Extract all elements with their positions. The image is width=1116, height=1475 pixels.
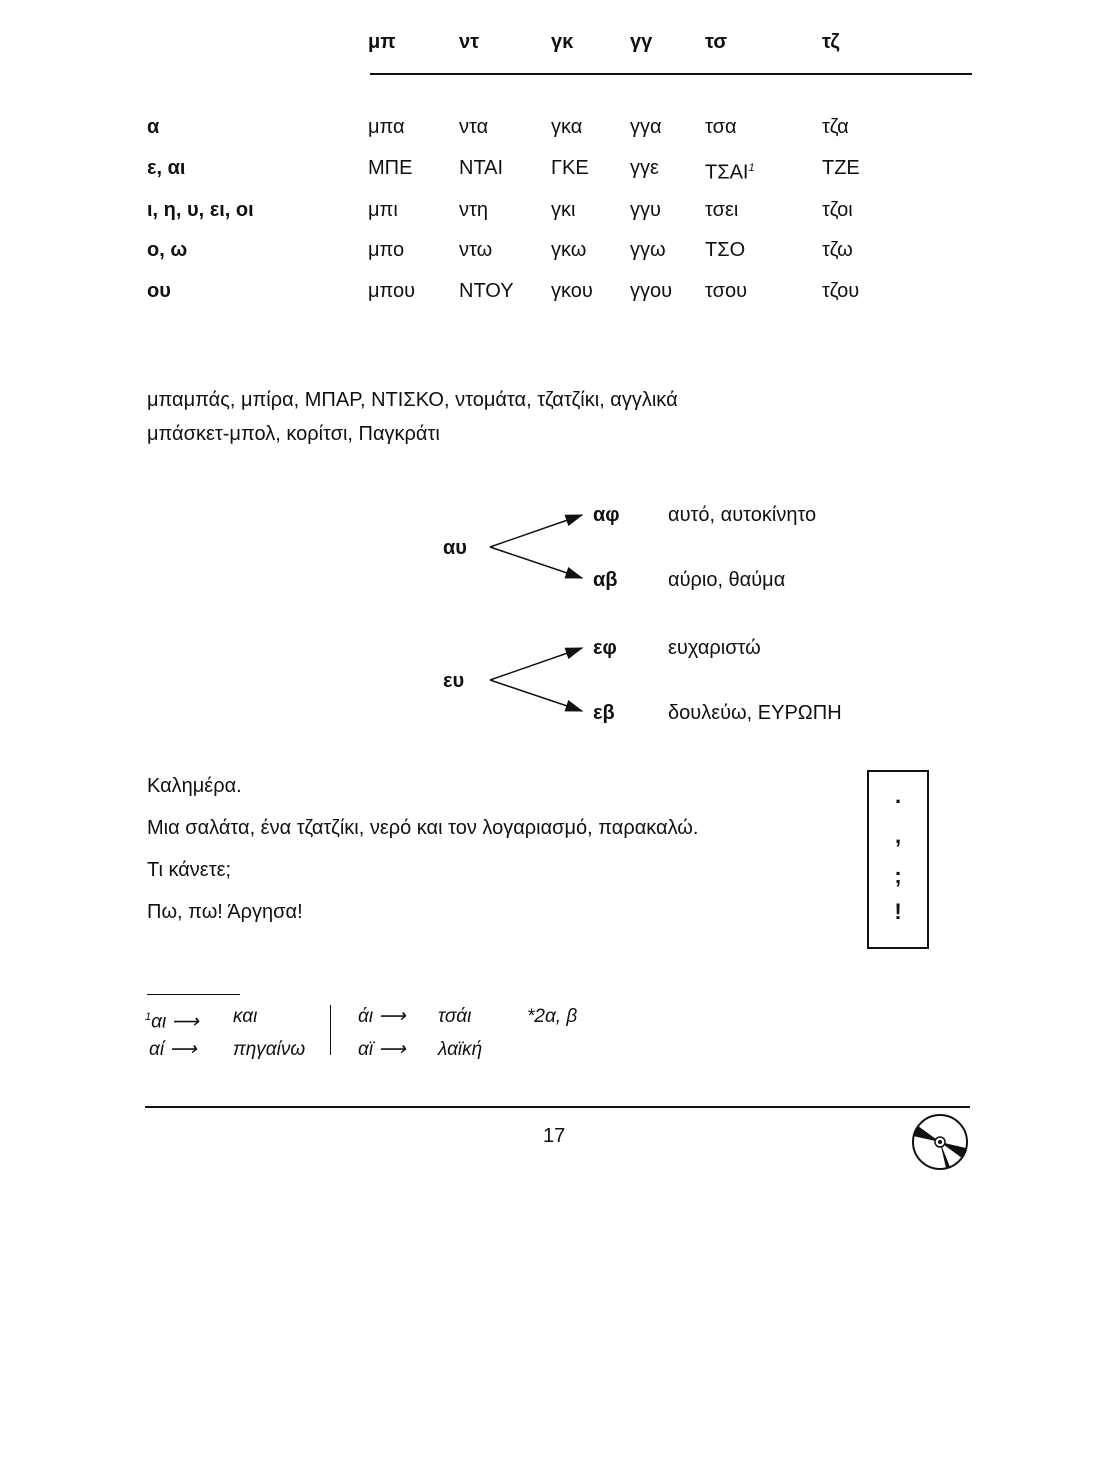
table-cell: γκι xyxy=(551,199,576,221)
table-cell: τζω xyxy=(822,239,853,261)
col-header: γκ xyxy=(551,31,574,53)
table-cell: γγε xyxy=(630,157,659,179)
examples-line: μπάσκετ-μπολ, κορίτσι, Παγκράτι xyxy=(147,423,440,445)
cd-disc-icon xyxy=(910,1112,970,1172)
dialog-line: Τι κάνετε; xyxy=(147,859,232,881)
punctuation-mark: , xyxy=(894,823,902,848)
table-cell: μπου xyxy=(368,280,416,302)
diagram-words: δουλεύω, ΕΥΡΩΠΗ xyxy=(668,702,842,724)
arrow-icon xyxy=(490,680,582,711)
footnote-divider xyxy=(330,1005,331,1055)
dialog-line: Μια σαλάτα, ένα τζατζίκι, νερό και τον λογαριασμό, παρακαλώ. xyxy=(147,817,699,839)
arrow-icon xyxy=(490,648,582,680)
table-cell: τσει xyxy=(705,199,739,221)
dialog-line: Καλημέρα. xyxy=(147,775,242,797)
diagram-words: αύριο, θαύμα xyxy=(668,569,786,591)
arrow-icon: ⟶ xyxy=(378,1039,406,1060)
row-label: α xyxy=(147,116,160,138)
bottom-rule xyxy=(145,1106,970,1108)
table-cell: τζοι xyxy=(822,199,853,221)
footnote-line: αϊ ⟶ λαϊκή xyxy=(358,1039,483,1060)
footnote-mark: 1 xyxy=(748,162,755,174)
table-cell: γγα xyxy=(630,116,662,138)
table-cell: ΝΤΟΥ xyxy=(459,280,514,302)
table-cell: τσα xyxy=(705,116,737,138)
punctuation-mark: ! xyxy=(894,899,902,924)
punctuation-box xyxy=(867,770,929,949)
table-cell: μπο xyxy=(368,239,405,261)
footnote-line: $^1$αι ⟶ και xyxy=(145,1006,258,1033)
punctuation-mark: ; xyxy=(894,863,902,888)
arrow-icon xyxy=(490,515,582,547)
table-cell: μπι xyxy=(368,199,398,221)
table-cell: τζα xyxy=(822,116,849,138)
diagram-source: ευ xyxy=(443,670,465,692)
table-cell: ντω xyxy=(459,239,493,261)
footnote-line: άι ⟶ τσάι xyxy=(358,1006,472,1027)
arrow-icon xyxy=(490,547,582,578)
diagram-target: εβ xyxy=(593,702,615,724)
footnote-rule xyxy=(147,994,240,995)
col-header: μπ xyxy=(368,31,396,53)
diagram-source: αυ xyxy=(443,537,467,559)
row-label: ου xyxy=(147,280,171,302)
table-cell: ΝΤΑΙ xyxy=(459,157,504,179)
table-cell: ντη xyxy=(459,199,489,221)
exercise-ref: *2α, β xyxy=(527,1006,578,1027)
table-cell: τζου xyxy=(822,280,860,302)
table-cell: ΜΠΕ xyxy=(368,157,413,179)
col-header: τζ xyxy=(822,31,840,53)
table-cell: γκου xyxy=(551,280,593,302)
table-cell: ΤΣΟ xyxy=(705,239,746,261)
table-cell: γγου xyxy=(630,280,673,302)
punctuation-mark: . xyxy=(894,783,902,808)
table-cell: γγυ xyxy=(630,199,661,221)
footnote-line: αί ⟶ πηγαίνω xyxy=(149,1039,306,1060)
row-label: ε, αι xyxy=(147,157,186,179)
col-header: ντ xyxy=(459,31,480,53)
diagram-target: εφ xyxy=(593,637,617,659)
arrow-icon: ⟶ xyxy=(169,1039,197,1060)
table-cell: μπα xyxy=(368,116,405,138)
diagram-words: ευχαριστώ xyxy=(668,637,761,659)
diagram-target: αβ xyxy=(593,569,618,591)
table-cell: τσου xyxy=(705,280,748,302)
col-header: τσ xyxy=(705,31,728,53)
table-cell: ΓΚΕ xyxy=(551,157,589,179)
row-label: ο, ω xyxy=(147,239,188,261)
col-header: γγ xyxy=(630,31,653,53)
examples-line: μπαμπάς, μπίρα, ΜΠΑΡ, ΝΤΙΣΚΟ, ντομάτα, τζατζίκι, αγγλικά xyxy=(147,389,678,411)
table-cell: ντα xyxy=(459,116,489,138)
dialog-line: Πω, πω! Άργησα! xyxy=(147,901,303,923)
table-cell: γκα xyxy=(551,116,583,138)
table-cell: γκω xyxy=(551,239,587,261)
arrow-icon: ⟶ xyxy=(378,1006,406,1027)
page-number: 17 xyxy=(543,1125,566,1147)
arrow-icon: ⟶ xyxy=(171,1011,199,1033)
table-cell: ΤΣΑΙ$^1$ xyxy=(705,161,755,184)
diagram-target: αφ xyxy=(593,504,620,526)
diagram-words: αυτό, αυτοκίνητο xyxy=(668,504,817,526)
row-label: ι, η, υ, ει, οι xyxy=(147,199,254,221)
table-cell: ΤΖΕ xyxy=(822,157,860,179)
table-cell: γγω xyxy=(630,239,666,261)
